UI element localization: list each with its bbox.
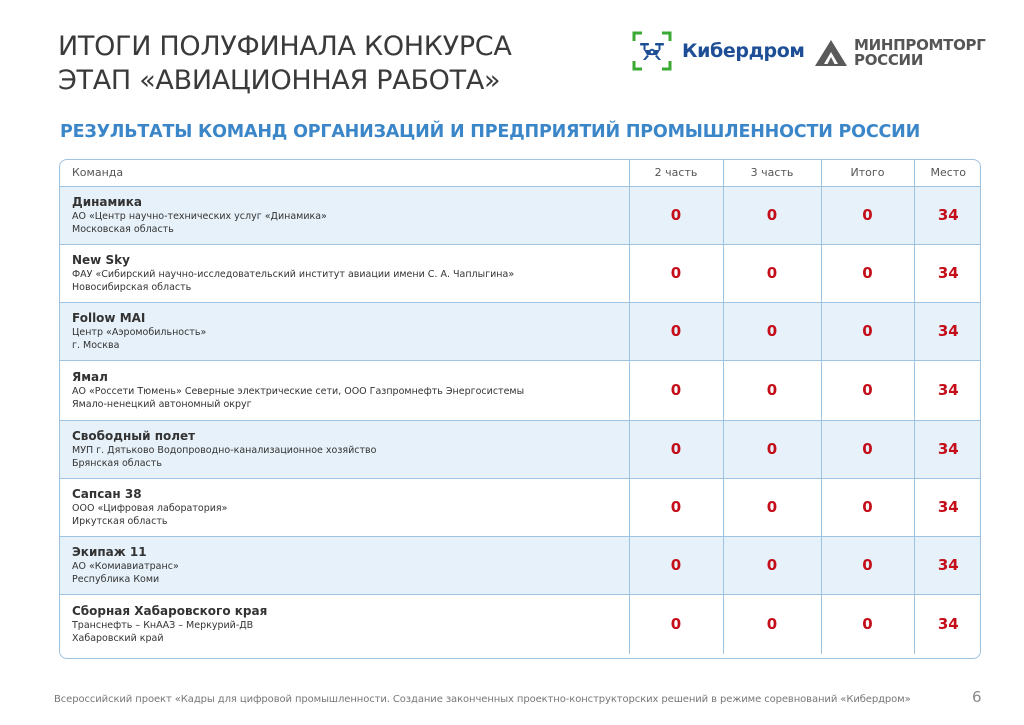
score-part2: 0 [629, 360, 723, 420]
score-place: 34 [914, 360, 981, 420]
team-region: Ямало-ненецкий автономный округ [72, 398, 252, 410]
minpromtorg-logo [814, 36, 986, 70]
team-cell [60, 186, 629, 244]
score-part3: 0 [723, 478, 821, 536]
team-org: АО «Россети Тюмень» Северные электрические сети, ООО Газпромнефть Энергосистемы [72, 385, 525, 397]
team-name: New Sky [72, 252, 130, 267]
team-org: АО «Комиавиатранс» [72, 560, 179, 572]
score-total: 0 [821, 536, 914, 594]
header-part3: 3 часть [723, 160, 821, 186]
title-line-2: ЭТАП «АВИАЦИОННАЯ РАБОТА» [58, 65, 501, 96]
score-total: 0 [821, 302, 914, 360]
table-header-row [60, 160, 981, 186]
team-org: Транснефть – КнААЗ – Меркурий-ДВ [72, 619, 254, 631]
header-total: Итого [821, 160, 914, 186]
section-subtitle: РЕЗУЛЬТАТЫ КОМАНД ОРГАНИЗАЦИЙ И ПРЕДПРИЯТИЙ ПРОМЫШЛЕННОСТИ РОССИИ [60, 122, 921, 142]
team-region: Хабаровский край [72, 632, 164, 644]
minpromtorg-line-2: РОССИИ [854, 51, 924, 69]
table-row [60, 244, 981, 302]
score-total: 0 [821, 420, 914, 478]
score-total: 0 [821, 186, 914, 244]
kiberdrom-logo [632, 31, 805, 71]
team-cell [60, 594, 629, 654]
score-part2: 0 [629, 536, 723, 594]
team-name: Сапсан 38 [72, 486, 142, 501]
footer-text: Всероссийский проект «Кадры для цифровой промышленности. Создание законченных проектно-конструкторских решений в режиме соревнований «Кибердром» [54, 694, 911, 705]
team-region: Московская область [72, 223, 174, 235]
team-cell [60, 244, 629, 302]
table-row [60, 302, 981, 360]
score-place: 34 [914, 244, 981, 302]
team-region: Новосибирская область [72, 281, 192, 293]
score-place: 34 [914, 478, 981, 536]
minpromtorg-line-1: МИНПРОМТОРГ [854, 36, 986, 54]
score-part2: 0 [629, 244, 723, 302]
team-org: ФАУ «Сибирский научно-исследовательский институт авиации имени С. А. Чаплыгина» [72, 268, 515, 280]
score-total: 0 [821, 478, 914, 536]
score-part3: 0 [723, 594, 821, 654]
kiberdrom-logo-text: Кибердром [682, 40, 805, 62]
score-part2: 0 [629, 302, 723, 360]
table-row [60, 420, 981, 478]
score-part3: 0 [723, 536, 821, 594]
table-row [60, 186, 981, 244]
header-team: Команда [60, 160, 629, 186]
team-cell [60, 536, 629, 594]
drone-icon [632, 31, 672, 71]
team-cell [60, 360, 629, 420]
score-total: 0 [821, 244, 914, 302]
team-cell [60, 420, 629, 478]
team-name: Свободный полет [72, 428, 196, 443]
score-part2: 0 [629, 478, 723, 536]
table-row [60, 594, 981, 654]
triangle-emblem-icon [814, 39, 848, 67]
results-table [59, 159, 981, 659]
team-region: Республика Коми [72, 573, 160, 585]
page-title [58, 30, 512, 98]
score-place: 34 [914, 594, 981, 654]
score-place: 34 [914, 186, 981, 244]
team-region: Иркутская область [72, 515, 168, 527]
score-part2: 0 [629, 420, 723, 478]
team-name: Follow MAI [72, 310, 146, 325]
team-region: Брянская область [72, 457, 162, 469]
score-place: 34 [914, 302, 981, 360]
score-place: 34 [914, 536, 981, 594]
title-line-1: ИТОГИ ПОЛУФИНАЛА КОНКУРСА [58, 31, 512, 62]
page-number: 6 [972, 688, 982, 706]
team-name: Динамика [72, 194, 142, 209]
score-place: 34 [914, 420, 981, 478]
team-org: АО «Центр научно-технических услуг «Динамика» [72, 210, 327, 222]
score-part3: 0 [723, 244, 821, 302]
team-cell [60, 478, 629, 536]
score-part2: 0 [629, 594, 723, 654]
team-cell [60, 302, 629, 360]
score-part3: 0 [723, 302, 821, 360]
score-part3: 0 [723, 420, 821, 478]
team-org: МУП г. Дятьково Водопроводно-канализационное хозяйство [72, 444, 377, 456]
team-org: ООО «Цифровая лаборатория» [72, 502, 228, 514]
table-row [60, 360, 981, 420]
table-row [60, 536, 981, 594]
score-part3: 0 [723, 186, 821, 244]
team-name: Экипаж 11 [72, 544, 147, 559]
score-part3: 0 [723, 360, 821, 420]
score-total: 0 [821, 360, 914, 420]
team-region: г. Москва [72, 339, 120, 351]
score-part2: 0 [629, 186, 723, 244]
score-total: 0 [821, 594, 914, 654]
header-place: Место [914, 160, 981, 186]
team-org: Центр «Аэромобильность» [72, 326, 207, 338]
table-row [60, 478, 981, 536]
team-name: Ямал [72, 369, 108, 384]
header-part2: 2 часть [629, 160, 723, 186]
team-name: Сборная Хабаровского края [72, 603, 268, 618]
